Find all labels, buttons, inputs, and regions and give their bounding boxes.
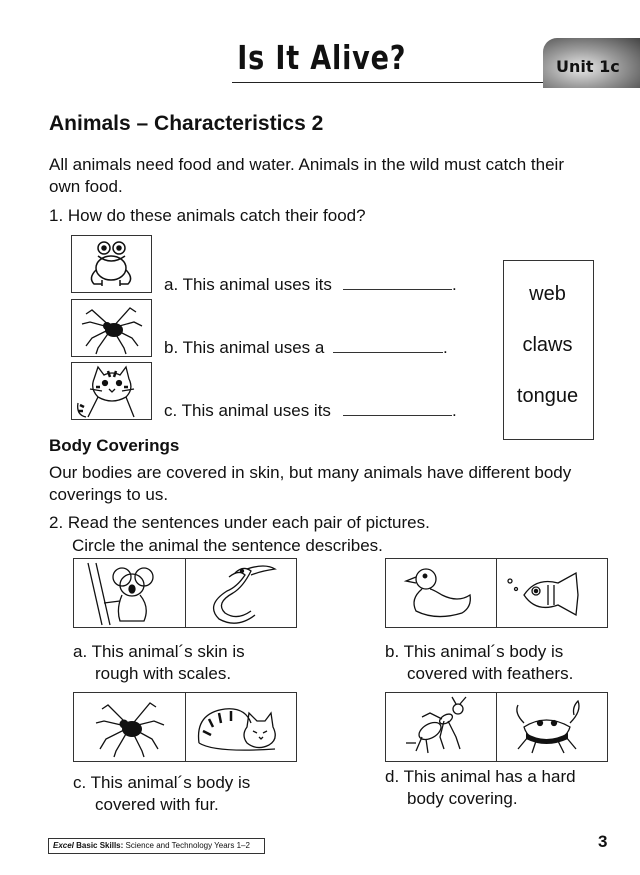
koala-option[interactable] bbox=[74, 559, 186, 627]
crab-icon bbox=[496, 693, 607, 761]
body-intro-line-1: Our bodies are covered in skin, but many animals have different body bbox=[49, 463, 572, 482]
item-c-period: . bbox=[452, 401, 457, 420]
answer-line-a[interactable] bbox=[343, 289, 452, 290]
footer-subject: Science and Technology Years 1–2 bbox=[125, 841, 250, 850]
intro-text-line-2: own food. bbox=[49, 177, 123, 196]
sentence-d-line-2: body covering. bbox=[407, 789, 518, 808]
sentence-b-line-1: b. This animal´s body is bbox=[385, 642, 564, 661]
answer-line-b[interactable] bbox=[333, 352, 443, 353]
spider-picture bbox=[71, 299, 152, 357]
sentence-b-line-2: covered with feathers. bbox=[407, 664, 574, 683]
fish-icon bbox=[496, 559, 607, 627]
sentence-c-line-2: covered with fur. bbox=[95, 795, 219, 814]
fish-option[interactable] bbox=[496, 559, 607, 627]
duck-icon bbox=[386, 559, 496, 627]
snake-option[interactable] bbox=[185, 559, 296, 627]
footer-brand: Excel bbox=[53, 841, 74, 850]
picture-pair-c bbox=[73, 692, 297, 762]
spider-option[interactable] bbox=[74, 693, 186, 761]
section-heading-characteristics: Animals – Characteristics 2 bbox=[49, 112, 324, 135]
word-bank-item: web bbox=[529, 283, 566, 305]
item-b-label: b. This animal uses a bbox=[164, 338, 325, 357]
body-intro-line-2: coverings to us. bbox=[49, 485, 169, 504]
ant-icon bbox=[386, 693, 496, 761]
spider-icon bbox=[74, 693, 185, 761]
section-heading-body-coverings: Body Coverings bbox=[49, 436, 180, 455]
snake-icon bbox=[185, 559, 296, 627]
crab-option[interactable] bbox=[496, 693, 607, 761]
item-a-label: a. This animal uses its bbox=[164, 275, 332, 294]
sentence-d-line-1: d. This animal has a hard bbox=[385, 767, 576, 786]
sentence-c-line-1: c. This animal´s body is bbox=[73, 773, 251, 792]
item-c-label: c. This animal uses its bbox=[164, 401, 331, 420]
unit-label: Unit 1c bbox=[556, 57, 620, 76]
item-b-period: . bbox=[443, 338, 448, 357]
spider-icon bbox=[72, 300, 151, 356]
question-2-line-2: Circle the animal the sentence describes. bbox=[72, 536, 383, 555]
sentence-a-line-1: a. This animal´s skin is bbox=[73, 642, 245, 661]
footer-series-label bbox=[48, 838, 265, 854]
cat-option[interactable] bbox=[185, 693, 296, 761]
picture-pair-b bbox=[385, 558, 608, 628]
answer-line-c[interactable] bbox=[343, 415, 452, 416]
footer-series: Basic Skills: bbox=[76, 841, 124, 850]
word-bank-item: tongue bbox=[516, 385, 579, 407]
picture-pair-d bbox=[385, 692, 608, 762]
koala-icon bbox=[74, 559, 185, 627]
picture-pair-a bbox=[73, 558, 297, 628]
cat-picture bbox=[71, 362, 152, 420]
word-bank-item: claws bbox=[522, 334, 573, 356]
frog-picture bbox=[71, 235, 152, 293]
sentence-a-line-2: rough with scales. bbox=[95, 664, 232, 683]
question-1: 1. How do these animals catch their food? bbox=[49, 206, 366, 225]
duck-option[interactable] bbox=[386, 559, 497, 627]
ant-option[interactable] bbox=[386, 693, 497, 761]
tiger-cat-icon bbox=[72, 363, 151, 419]
page-number: 3 bbox=[598, 832, 608, 851]
page-title: Is It Alive? bbox=[237, 38, 407, 77]
item-a-period: . bbox=[452, 275, 457, 294]
intro-text-line-1: All animals need food and water. Animals in the wild must catch their bbox=[49, 155, 564, 174]
sleeping-cat-icon bbox=[185, 693, 296, 761]
frog-icon bbox=[72, 236, 151, 292]
question-2-line-1: 2. Read the sentences under each pair of pictures. bbox=[49, 513, 430, 532]
